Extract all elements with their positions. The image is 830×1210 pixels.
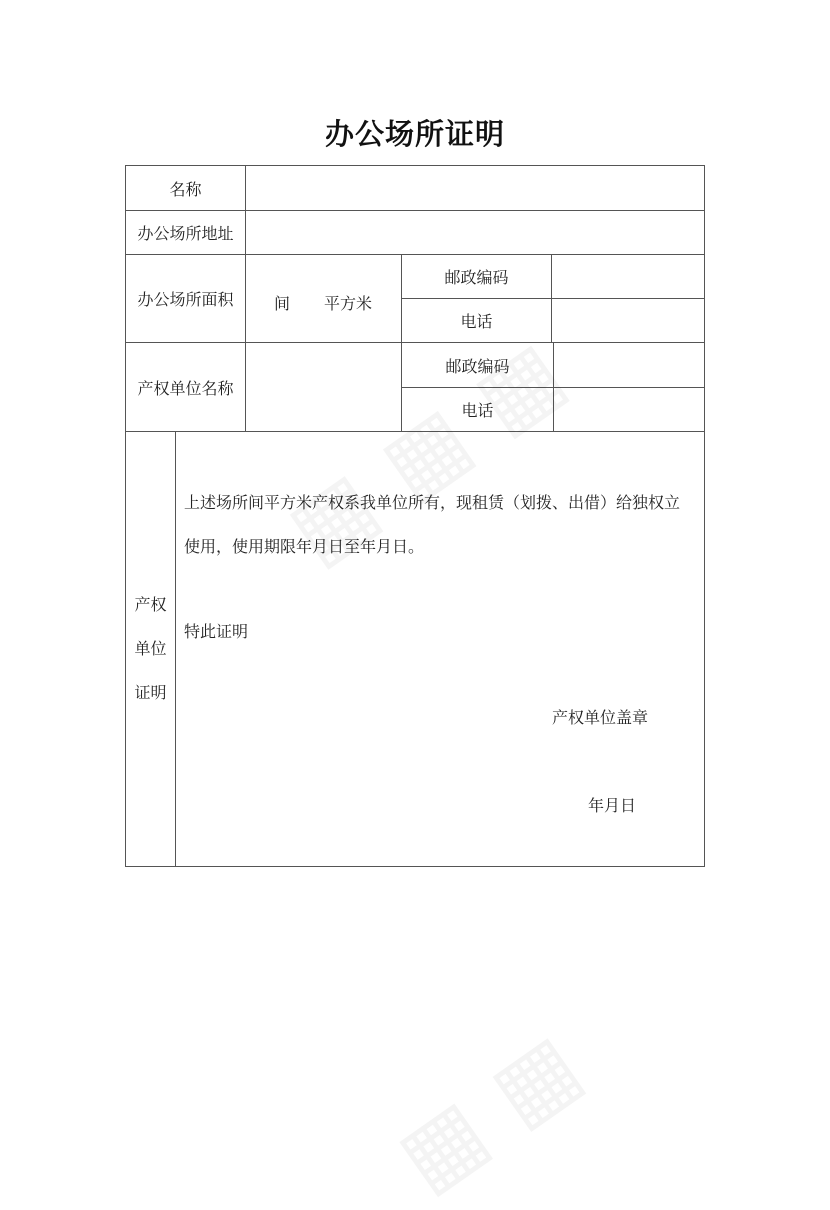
area-label: 办公场所面积: [137, 290, 234, 309]
postal-code-label: 邮政编码: [444, 268, 509, 287]
certification-label-cell: [125, 431, 176, 867]
owner-postal-code-field[interactable]: [553, 342, 705, 388]
seal-text: 产权单位盖章: [552, 708, 649, 727]
certification-label-line: 证明: [134, 683, 167, 702]
certification-content: [175, 431, 705, 867]
address-label: 办公场所地址: [137, 224, 234, 243]
area-unit-rooms: 间: [274, 294, 291, 313]
postal-code-field[interactable]: [551, 254, 705, 299]
area-label-cell: [125, 254, 246, 343]
date-text: 年月日: [588, 796, 637, 815]
certification-label-line: 产权: [134, 595, 167, 614]
certification-statement: 特此证明: [184, 622, 249, 641]
owner-name-field[interactable]: [245, 342, 402, 432]
address-value-field[interactable]: [245, 210, 705, 255]
owner-phone-field[interactable]: [553, 387, 705, 432]
owner-postal-code-label: 邮政编码: [445, 356, 510, 376]
address-label-cell: [125, 210, 246, 255]
owner-phone-label: 电话: [461, 401, 494, 420]
owner-postal-code-label-cell: [401, 342, 554, 388]
name-value-field[interactable]: [245, 165, 705, 211]
owner-name-label: 产权单位名称: [137, 378, 234, 398]
owner-phone-label-cell: [401, 387, 554, 432]
phone-field[interactable]: [551, 298, 705, 343]
owner-name-label-cell: [125, 342, 246, 432]
name-label-cell: [125, 165, 246, 211]
postal-code-label-cell: [401, 254, 552, 299]
phone-label: 电话: [460, 312, 493, 331]
certification-paragraph-line-2: 使用，使用期限年月日至年月日。: [184, 537, 425, 556]
area-value-field[interactable]: [245, 254, 402, 343]
phone-label-cell: [401, 298, 552, 343]
certification-paragraph-line-1: 上述场所间平方米产权系我单位所有，现租赁（划拨、出借）给独权立: [184, 493, 681, 512]
name-label: 名称: [169, 179, 202, 199]
page-title: 办公场所证明: [324, 117, 505, 151]
certification-label-line: 单位: [134, 639, 167, 658]
area-unit-sqm: 平方米: [324, 294, 373, 313]
watermark-mark: [378, 1013, 598, 1210]
